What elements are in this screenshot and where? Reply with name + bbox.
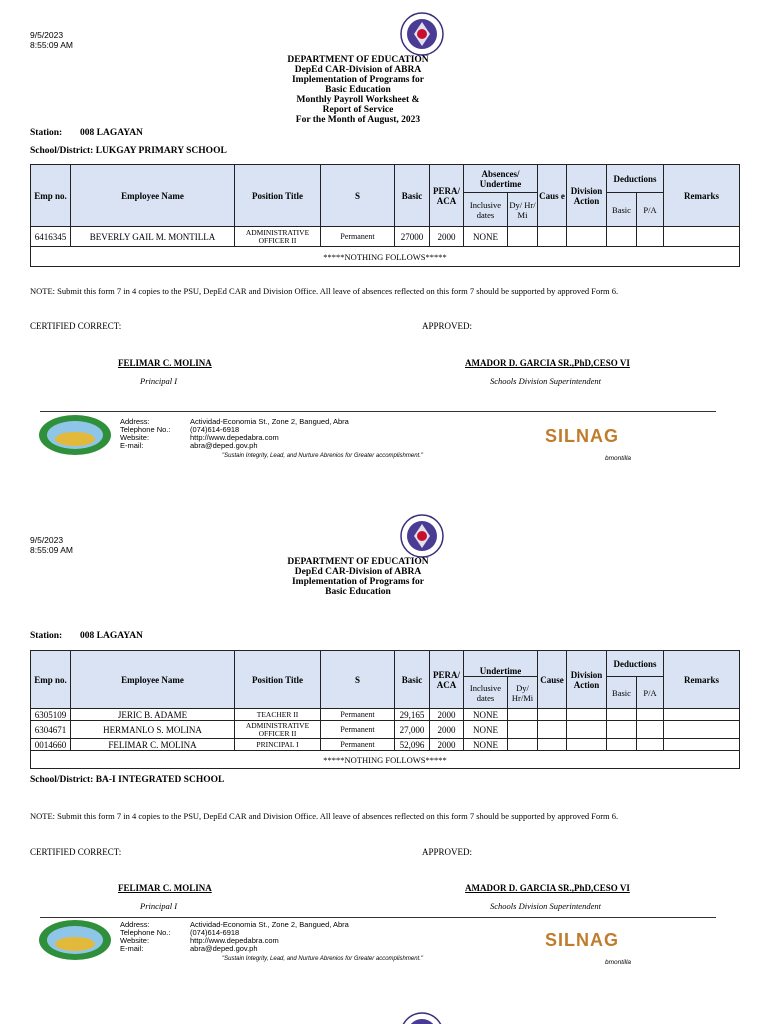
empty-cell bbox=[508, 739, 538, 751]
empty-cell bbox=[607, 721, 637, 739]
col-dy-hr-mi: Dy/ Hr/ Mi bbox=[508, 193, 538, 227]
station-value: 008 LAGAYAN bbox=[80, 631, 143, 641]
empty-cell bbox=[508, 227, 538, 247]
emp-no-cell: 6305109 bbox=[31, 709, 71, 721]
basic-cell: 27000 bbox=[395, 227, 430, 247]
empty-cell bbox=[538, 709, 567, 721]
header-line: DepEd CAR-Division of ABRA bbox=[294, 65, 422, 75]
signatory-left-name: FELIMAR C. MOLINA bbox=[118, 883, 212, 893]
email-link[interactable]: abra@deped.gov.ph bbox=[190, 944, 258, 953]
signer-initials: bmontilla bbox=[605, 455, 632, 462]
pera-cell: 2000 bbox=[430, 739, 464, 751]
email-label: E-mail: bbox=[120, 944, 144, 953]
footer-labels bbox=[120, 418, 190, 450]
website-label: Website: bbox=[120, 433, 150, 442]
header-line: Implementation of Programs for bbox=[291, 577, 424, 587]
pera-cell: 2000 bbox=[430, 709, 464, 721]
emp-no-cell: 0014660 bbox=[31, 739, 71, 751]
col-inclusive-dates: Inclusive dates bbox=[464, 677, 508, 709]
station-label: Station: bbox=[30, 128, 63, 138]
empty-cell bbox=[664, 227, 740, 247]
empty-cell bbox=[607, 739, 637, 751]
empty-cell bbox=[538, 721, 567, 739]
header-line: Report of Service bbox=[322, 105, 394, 115]
col-s: S bbox=[321, 651, 395, 709]
certified-label: CERTIFIED CORRECT: bbox=[30, 321, 122, 331]
school-district: School/District: LUKGAY PRIMARY SCHOOL bbox=[30, 146, 227, 156]
empty-cell bbox=[567, 709, 607, 721]
col-absences-undertime: Absences/ Undertime bbox=[464, 165, 538, 193]
status-cell: Permanent bbox=[321, 709, 395, 721]
email-label: E-mail: bbox=[120, 441, 144, 450]
nothing-follows: *****NOTHING FOLLOWS***** bbox=[31, 751, 740, 769]
col-absences-undertime: Undertime bbox=[464, 651, 538, 677]
signer-initials: bmontilla bbox=[605, 959, 632, 966]
signatory-right-name: AMADOR D. GARCIA SR.,PhD,CESO VI bbox=[465, 883, 630, 893]
empty-cell bbox=[607, 709, 637, 721]
emp-no-cell: 6416345 bbox=[31, 227, 71, 247]
col-ded-pa: P/A bbox=[637, 677, 664, 709]
col-pera-aca: PERA/ ACA bbox=[430, 651, 464, 709]
col-pera-aca: PERA/ ACA bbox=[430, 165, 464, 227]
empty-cell bbox=[637, 227, 664, 247]
footer-slogan: "Sustain Integrity, Lead, and Nurture Abrenios for Greater accomplishment." bbox=[222, 453, 424, 459]
silnag-logo: SILNAG bbox=[545, 930, 620, 950]
col-position-title: Position Title bbox=[235, 165, 321, 227]
footer-divider bbox=[40, 917, 716, 918]
empty-cell bbox=[538, 739, 567, 751]
empty-cell bbox=[637, 721, 664, 739]
phone-value: (074)614-6918 bbox=[190, 425, 240, 434]
header-line: Implementation of Programs for bbox=[291, 75, 424, 85]
footer-values bbox=[190, 921, 450, 953]
header-line: DepEd CAR-Division of ABRA bbox=[294, 567, 422, 577]
station-value: 008 LAGAYAN bbox=[80, 128, 143, 138]
deped-seal-icon bbox=[400, 514, 444, 558]
signatory-right-title: Schools Division Superintendent bbox=[490, 376, 601, 386]
division-seal-icon bbox=[38, 414, 112, 456]
col-s: S bbox=[321, 165, 395, 227]
address-label: Address: bbox=[120, 920, 150, 929]
empty-cell bbox=[607, 227, 637, 247]
empty-cell bbox=[538, 227, 567, 247]
header-line: For the Month of August, 2023 bbox=[295, 115, 421, 125]
print-date: 9/5/2023 bbox=[30, 535, 64, 545]
pera-cell: 2000 bbox=[430, 227, 464, 247]
empty-cell bbox=[567, 739, 607, 751]
phone-label: Telephone No.: bbox=[120, 425, 171, 434]
footer-slogan: "Sustain Integrity, Lead, and Nurture Abrenios for Greater accomplishment." bbox=[222, 956, 424, 962]
col-division-action: Division Action bbox=[567, 165, 607, 227]
employee-name-cell: HERMANLO S. MOLINA bbox=[71, 721, 235, 739]
email-link[interactable]: abra@deped.gov.ph bbox=[190, 441, 258, 450]
col-basic: Basic bbox=[395, 651, 430, 709]
table-row bbox=[31, 709, 740, 721]
col-basic: Basic bbox=[395, 165, 430, 227]
col-emp-no: Emp no. bbox=[31, 165, 71, 227]
signatory-right-title: Schools Division Superintendent bbox=[490, 901, 601, 911]
col-ded-basic: Basic bbox=[607, 677, 637, 709]
col-employee-name: Employee Name bbox=[71, 651, 235, 709]
approved-label: APPROVED: bbox=[422, 321, 473, 331]
header-line: DEPARTMENT OF EDUCATION bbox=[287, 557, 429, 567]
header-line: DEPARTMENT OF EDUCATION bbox=[287, 55, 429, 65]
col-deductions: Deductions bbox=[607, 651, 664, 677]
basic-cell: 52,096 bbox=[395, 739, 430, 751]
footer-values bbox=[190, 418, 450, 450]
table-row bbox=[31, 739, 740, 751]
empty-cell bbox=[664, 709, 740, 721]
col-remarks: Remarks bbox=[664, 651, 740, 709]
position-cell: ADMINISTRATIVE OFFICER II bbox=[235, 227, 321, 247]
signatory-right-name: AMADOR D. GARCIA SR.,PhD,CESO VI bbox=[465, 358, 630, 368]
col-deductions: Deductions bbox=[607, 165, 664, 193]
pera-cell: 2000 bbox=[430, 721, 464, 739]
header-line: Basic Education bbox=[325, 85, 391, 95]
position-cell: ADMINISTRATIVE OFFICER II bbox=[235, 721, 321, 739]
col-dy-hr-mi: Dy/ Hr/Mi bbox=[508, 677, 538, 709]
payroll-table bbox=[30, 164, 740, 267]
table-row bbox=[31, 721, 740, 739]
position-cell: PRINCIPAL I bbox=[235, 739, 321, 751]
col-division-action: Division Action bbox=[567, 651, 607, 709]
website-link[interactable]: http://www.depedabra.com bbox=[190, 433, 279, 442]
status-cell: Permanent bbox=[321, 739, 395, 751]
empty-cell bbox=[637, 739, 664, 751]
signatory-left-title: Principal I bbox=[140, 376, 178, 386]
empty-cell bbox=[664, 721, 740, 739]
address-label: Address: bbox=[120, 417, 150, 426]
inclusive-cell: NONE bbox=[464, 721, 508, 739]
col-inclusive-dates: Inclusive dates bbox=[464, 193, 508, 227]
col-cause: Cause bbox=[538, 651, 567, 709]
col-position-title: Position Title bbox=[235, 651, 321, 709]
document-header bbox=[0, 557, 716, 594]
basic-cell: 27,000 bbox=[395, 721, 430, 739]
nothing-follows: *****NOTHING FOLLOWS***** bbox=[31, 247, 740, 267]
table-row bbox=[31, 227, 740, 247]
footer-labels bbox=[120, 921, 190, 953]
print-time: 8:55:09 AM bbox=[30, 40, 74, 50]
station-label: Station: bbox=[30, 631, 63, 641]
inclusive-cell: NONE bbox=[464, 227, 508, 247]
payroll-table bbox=[30, 650, 740, 769]
address-value: Actividad-Economia St., Zone 2, Bangued, Abra bbox=[190, 920, 349, 929]
basic-cell: 29,165 bbox=[395, 709, 430, 721]
col-cause: Caus e bbox=[538, 165, 567, 227]
col-remarks: Remarks bbox=[664, 165, 740, 227]
position-cell: TEACHER II bbox=[235, 709, 321, 721]
signatory-left-title: Principal I bbox=[140, 901, 178, 911]
submission-note: NOTE: Submit this form 7 in 4 copies to the PSU, DepEd CAR and Division Office. All leave of absences reflected on this form 7 should be supported by approved Form 6. bbox=[30, 286, 619, 296]
header-line: Basic Education bbox=[325, 587, 391, 594]
employee-name-cell: BEVERLY GAIL M. MONTILLA bbox=[71, 227, 235, 247]
school-district: School/District: BA-I INTEGRATED SCHOOL bbox=[30, 775, 225, 785]
silnag-logo: SILNAG bbox=[545, 426, 620, 446]
empty-cell bbox=[567, 227, 607, 247]
employee-name-cell: FELIMAR C. MOLINA bbox=[71, 739, 235, 751]
empty-cell bbox=[508, 721, 538, 739]
col-emp-no: Emp no. bbox=[31, 651, 71, 709]
status-cell: Permanent bbox=[321, 721, 395, 739]
print-time: 8:55:09 AM bbox=[30, 545, 74, 555]
status-cell: Permanent bbox=[321, 227, 395, 247]
submission-note: NOTE: Submit this form 7 in 4 copies to the PSU, DepEd CAR and Division Office. All leave of absences reflected on this form 7 should be supported by approved Form 6. bbox=[30, 811, 619, 821]
empty-cell bbox=[508, 709, 538, 721]
address-value: Actividad-Economia St., Zone 2, Bangued, Abra bbox=[190, 417, 349, 426]
website-label: Website: bbox=[120, 936, 150, 945]
employee-name-cell: JERIC B. ADAME bbox=[71, 709, 235, 721]
col-ded-pa: P/A bbox=[637, 193, 664, 227]
deped-seal-icon bbox=[400, 1012, 444, 1024]
document-header bbox=[0, 55, 716, 125]
empty-cell bbox=[567, 721, 607, 739]
print-date: 9/5/2023 bbox=[30, 30, 64, 40]
emp-no-cell: 6304671 bbox=[31, 721, 71, 739]
inclusive-cell: NONE bbox=[464, 739, 508, 751]
footer-divider bbox=[40, 411, 716, 412]
deped-seal-icon bbox=[400, 12, 444, 56]
header-line: Monthly Payroll Worksheet & bbox=[296, 95, 420, 105]
col-employee-name: Employee Name bbox=[71, 165, 235, 227]
division-seal-icon bbox=[38, 919, 112, 961]
certified-label: CERTIFIED CORRECT: bbox=[30, 847, 122, 857]
approved-label: APPROVED: bbox=[422, 847, 473, 857]
empty-cell bbox=[637, 709, 664, 721]
phone-value: (074)614-6918 bbox=[190, 928, 240, 937]
col-ded-basic: Basic bbox=[607, 193, 637, 227]
phone-label: Telephone No.: bbox=[120, 928, 171, 937]
inclusive-cell: NONE bbox=[464, 709, 508, 721]
empty-cell bbox=[664, 739, 740, 751]
website-link[interactable]: http://www.depedabra.com bbox=[190, 936, 279, 945]
signatory-left-name: FELIMAR C. MOLINA bbox=[118, 358, 212, 368]
